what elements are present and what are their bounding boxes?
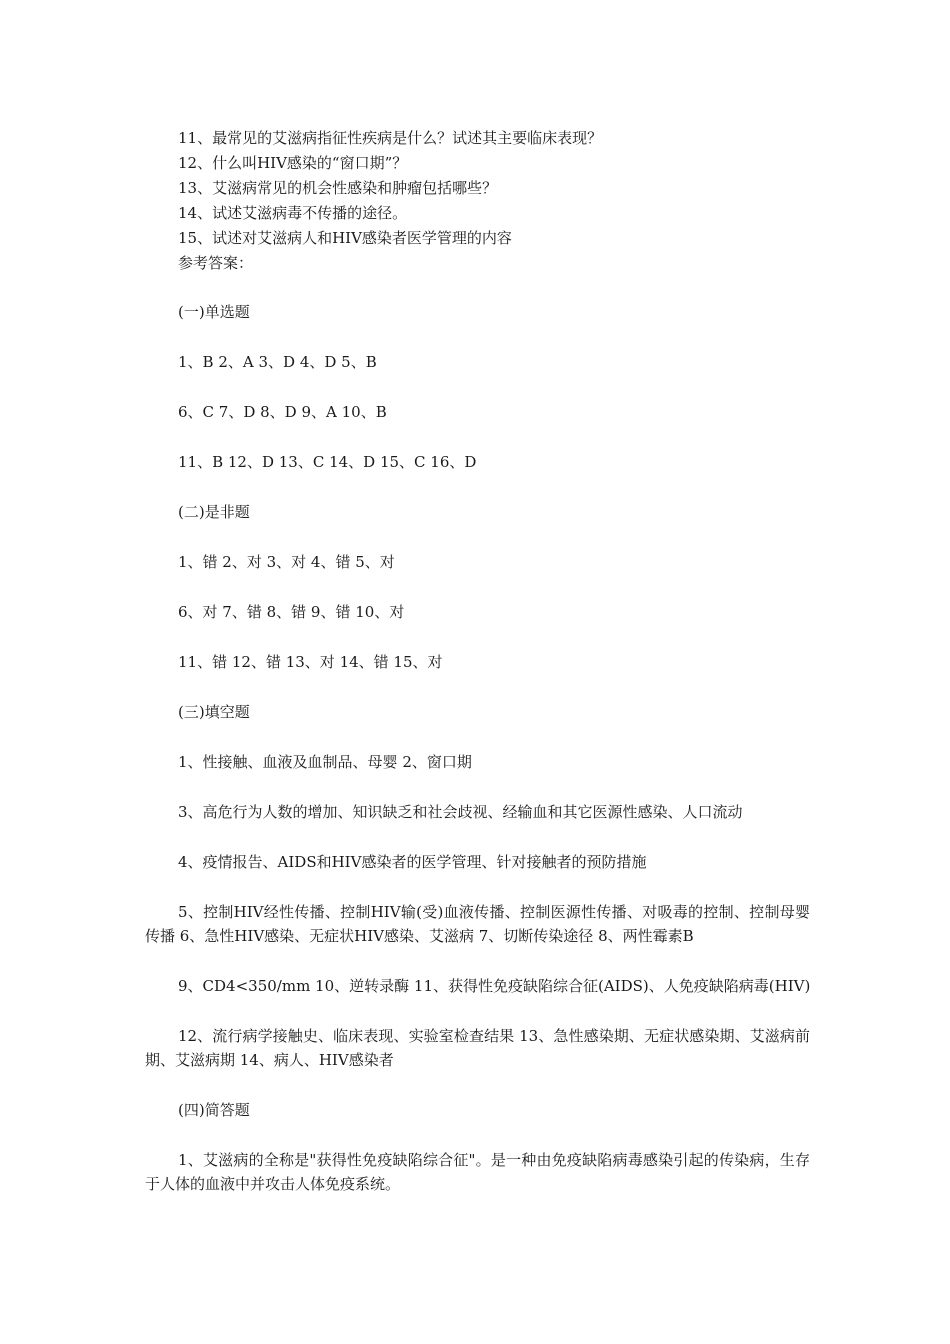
answer-paragraph: 5、控制HIV经性传播、控制HIV输(受)血液传播、控制医源性传播、对吸毒的控制、控制母婴传播 6、急性HIV感染、无症状HIV感染、艾滋病 7、切断传染途径 8、两性霉素B [145, 903, 810, 945]
answer-line: 11、B 12、D 13、C 14、D 15、C 16、D [178, 453, 477, 471]
question-13: 13、艾滋病常见的机会性感染和肿瘤包括哪些？ [178, 179, 498, 197]
answer-line: 11、错 12、错 13、对 14、错 15、对 [178, 653, 443, 671]
section-heading-true-false: (二)是非题 [178, 503, 250, 521]
answer-line: 1、性接触、血液及血制品、母婴 2、窗口期 [178, 753, 472, 771]
answer-line: 3、高危行为人数的增加、知识缺乏和社会歧视、经输血和其它医源性感染、人口流动 [178, 803, 743, 821]
answers-heading: 参考答案： [178, 254, 254, 272]
section-heading-short-answer: (四)简答题 [178, 1101, 250, 1119]
answer-line: 4、疫情报告、AIDS和HIV感染者的医学管理、针对接触者的预防措施 [178, 853, 647, 871]
answer-line: 9、CD4<350/mm 10、逆转录酶 11、获得性免疫缺陷综合征(AIDS)、人免疫缺陷病毒(HIV) [178, 977, 811, 995]
answer-line: 6、对 7、错 8、错 9、错 10、对 [178, 603, 405, 621]
question-12: 12、什么叫HIV感染的“窗口期”？ [178, 154, 408, 172]
answer-paragraph: 12、流行病学接触史、临床表现、实验室检查结果 13、急性感染期、无症状感染期、艾滋病前期、艾滋病期 14、病人、HIV感染者 [145, 1027, 810, 1069]
section-heading-fill-blank: (三)填空题 [178, 703, 250, 721]
answer-section [145, 300, 810, 1222]
question-list [178, 126, 818, 276]
question-15: 15、试述对艾滋病人和HIV感染者医学管理的内容 [178, 229, 512, 247]
section-heading-single-choice: (一)单选题 [178, 303, 250, 321]
answer-line: 1、错 2、对 3、对 4、错 5、对 [178, 553, 395, 571]
answer-line: 6、C 7、D 8、D 9、A 10、B [178, 403, 387, 421]
question-14: 14、试述艾滋病毒不传播的途径。 [178, 204, 408, 222]
answer-line: 1、B 2、A 3、D 4、D 5、B [178, 353, 377, 371]
question-11: 11、最常见的艾滋病指征性疾病是什么？试述其主要临床表现？ [178, 129, 603, 147]
answer-paragraph: 1、艾滋病的全称是"获得性免疫缺陷综合征"。是一种由免疫缺陷病毒感染引起的传染病，生存于人体的血液中并攻击人体免疫系统。 [145, 1151, 810, 1193]
